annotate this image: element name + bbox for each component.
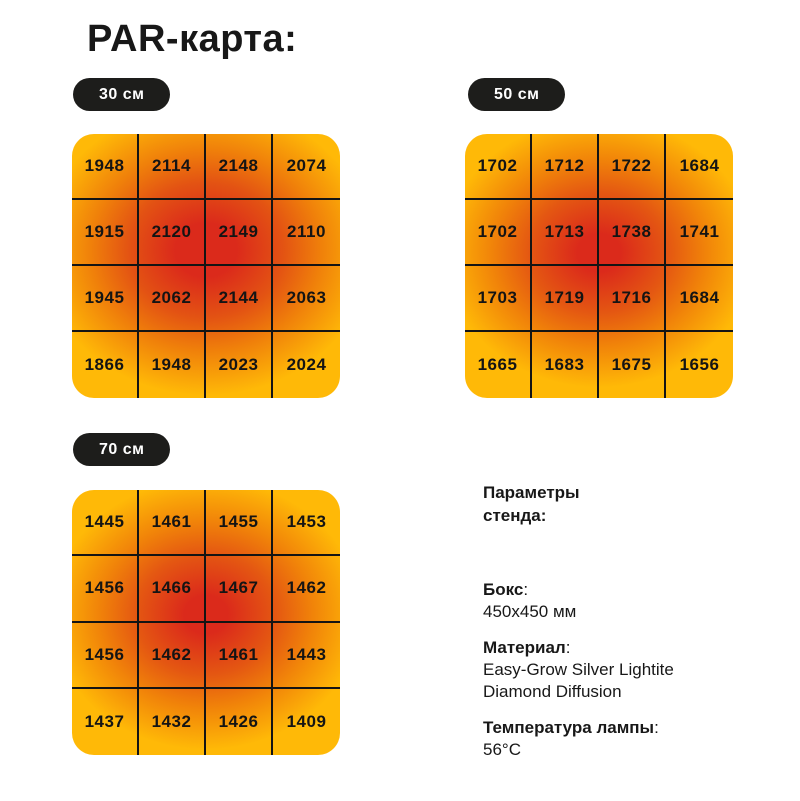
heatmap-grid-70cm bbox=[72, 490, 340, 755]
heatmap-cell: 1656 bbox=[679, 355, 720, 374]
distance-badge-70cm bbox=[73, 433, 170, 466]
heatmap-cell: 1462 bbox=[273, 556, 340, 622]
heatmap-cell: 1719 bbox=[532, 266, 599, 332]
param-value-box: 450x450 мм bbox=[483, 602, 577, 621]
heatmap-grid-50cm bbox=[465, 134, 733, 398]
param-item-box bbox=[483, 579, 733, 623]
heatmap-cell: 1461 bbox=[206, 623, 273, 689]
heatmap-cell: 1716 bbox=[599, 266, 666, 332]
heatmap-cell: 1945 bbox=[72, 266, 139, 332]
stand-parameters-heading: Параметры стенда: bbox=[483, 483, 580, 525]
heatmap-grid-30cm bbox=[72, 134, 340, 398]
heatmap-cell: 2024 bbox=[286, 355, 327, 374]
stand-parameters-section bbox=[483, 481, 733, 775]
heatmap-cell: 1443 bbox=[273, 623, 340, 689]
heatmap-cell: 2144 bbox=[206, 266, 273, 332]
heatmap-cell: 1684 bbox=[666, 266, 733, 332]
heatmap-cell: 2114 bbox=[139, 134, 206, 200]
heatmap-cell: 1426 bbox=[206, 689, 273, 755]
heatmap-cell: 1866 bbox=[72, 332, 139, 398]
heatmap-cell: 1456 bbox=[72, 623, 139, 689]
param-value-lamp-temperature: 56°C bbox=[483, 740, 521, 759]
heatmap-cell: 1702 bbox=[465, 134, 532, 200]
param-item-lamp-temperature bbox=[483, 717, 733, 761]
heatmap-cell: 1409 bbox=[286, 711, 327, 731]
heatmap-cell: 2063 bbox=[273, 266, 340, 332]
heatmap-cell: 1712 bbox=[532, 134, 599, 200]
distance-badge-30cm bbox=[73, 78, 170, 111]
param-label-box: Бокс: bbox=[483, 580, 529, 599]
distance-badge-30cm-label: 30 см bbox=[99, 85, 145, 103]
heatmap-cell: 1722 bbox=[599, 134, 666, 200]
heatmap-cell: 2148 bbox=[206, 134, 273, 200]
heatmap-cell: 1467 bbox=[206, 556, 273, 622]
heatmap-cell: 1738 bbox=[599, 200, 666, 266]
heatmap-cell: 1456 bbox=[72, 556, 139, 622]
heatmap-cell: 1684 bbox=[666, 134, 733, 200]
heatmap-cell: 1915 bbox=[72, 200, 139, 266]
heatmap-cell: 1453 bbox=[273, 490, 340, 556]
page-title: PAR-карта: bbox=[87, 18, 298, 60]
distance-badge-50cm bbox=[468, 78, 565, 111]
distance-badge-50cm-label: 50 см bbox=[494, 85, 540, 103]
param-label-material: Материал: bbox=[483, 638, 571, 657]
heatmap-cell: 1665 bbox=[465, 332, 532, 398]
heatmap-cell: 1432 bbox=[139, 689, 206, 755]
heatmap-cell: 2110 bbox=[273, 200, 340, 266]
heatmap-cell: 2062 bbox=[139, 266, 206, 332]
heatmap-cell: 1455 bbox=[206, 490, 273, 556]
heatmap-cell: 1461 bbox=[139, 490, 206, 556]
heatmap-cell: 1741 bbox=[666, 200, 733, 266]
heatmap-cell: 1702 bbox=[465, 200, 532, 266]
heatmap-cell: 2023 bbox=[206, 332, 273, 398]
heatmap-cell: 1437 bbox=[72, 689, 139, 755]
heatmap-cell: 2149 bbox=[206, 200, 273, 266]
heatmap-cell: 1948 bbox=[72, 134, 139, 200]
distance-badge-70cm-label: 70 см bbox=[99, 440, 145, 458]
param-item-material bbox=[483, 637, 733, 703]
heatmap-cell: 1703 bbox=[465, 266, 532, 332]
heatmap-cell: 1466 bbox=[139, 556, 206, 622]
heatmap-cell: 1713 bbox=[532, 200, 599, 266]
heatmap-cell: 1948 bbox=[139, 332, 206, 398]
param-label-lamp-temperature: Температура лампы: bbox=[483, 718, 659, 737]
heatmap-cell: 1675 bbox=[599, 332, 666, 398]
heatmap-cell: 1462 bbox=[139, 623, 206, 689]
heatmap-cell: 2074 bbox=[273, 134, 340, 200]
heatmap-cell: 2120 bbox=[139, 200, 206, 266]
heatmap-cell: 1683 bbox=[532, 332, 599, 398]
heatmap-cell: 1445 bbox=[72, 490, 139, 556]
param-value-material: Easy-Grow Silver Lightite Diamond Diffusion bbox=[483, 660, 674, 701]
